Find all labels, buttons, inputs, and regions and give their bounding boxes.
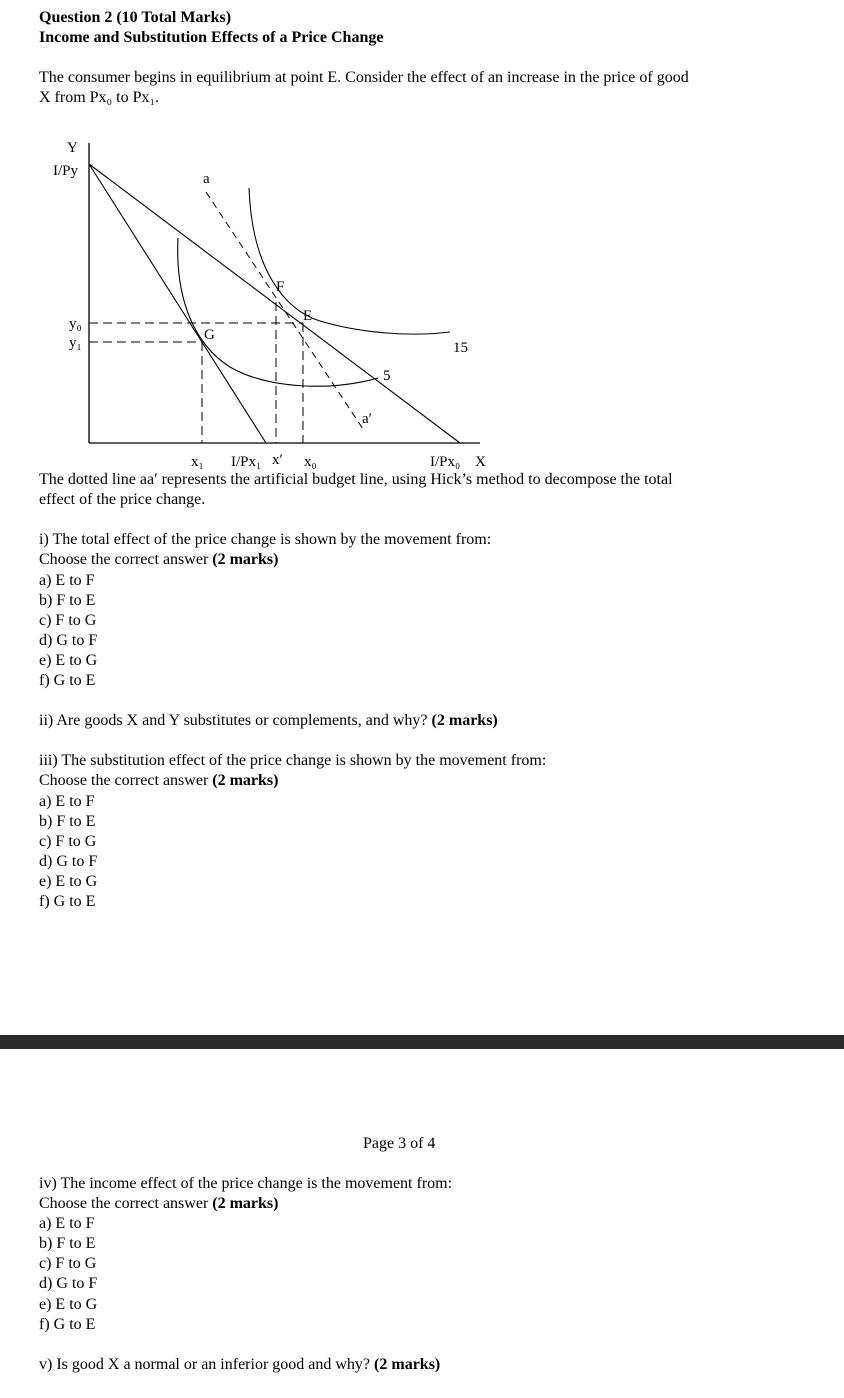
point-e-label: E xyxy=(303,308,313,324)
intro-text-line1: The consumer begins in equilibrium at point E. Consider the effect of an increase in the price of good xyxy=(39,69,689,86)
q3-option: d) G to F xyxy=(39,853,98,870)
question-v-marks: (2 marks) xyxy=(374,1356,441,1373)
question-i-instruction: Choose the correct answer (2 marks) xyxy=(39,551,279,568)
ic-high-label: 15 xyxy=(453,340,468,356)
point-g-label: G xyxy=(204,327,215,343)
q1-option: b) F to E xyxy=(39,592,96,609)
q1-option: d) G to F xyxy=(39,632,98,649)
q4-option: e) E to G xyxy=(39,1296,98,1313)
q1-option: e) E to G xyxy=(39,652,98,669)
question-iii-text: iii) The substitution effect of the price change is shown by the movement from: xyxy=(39,752,547,769)
question-iii-instruction: Choose the correct answer (2 marks) xyxy=(39,772,279,789)
note-line2: effect of the price change. xyxy=(39,491,206,508)
a-prime-label: a′ xyxy=(362,411,372,427)
q4-option: c) F to G xyxy=(39,1255,97,1272)
question-i-text: i) The total effect of the price change is shown by the movement from: xyxy=(39,531,492,548)
question-iv-marks: (2 marks) xyxy=(212,1195,279,1212)
x1-label: x₁ xyxy=(191,454,204,470)
x0-label: x₀ xyxy=(304,454,317,470)
x-axis-label: X xyxy=(475,454,486,470)
question-iv-text: iv) The income effect of the price change is the movement from: xyxy=(39,1175,453,1192)
note-line1: The dotted line aa′ represents the artificial budget line, using Hick’s method to decompose the total xyxy=(39,471,673,488)
question-heading: Question 2 (10 Total Marks) xyxy=(39,9,232,26)
indifference-curve-diagram xyxy=(0,130,844,475)
q1-option: a) E to F xyxy=(39,572,95,589)
y0-label: y₀ xyxy=(69,316,82,332)
q4-option: b) F to E xyxy=(39,1235,96,1252)
q3-option: e) E to G xyxy=(39,873,98,890)
y-intercept-label: I/Py xyxy=(53,163,79,179)
question-v: v) Is good X a normal or an inferior good and why? (2 marks) xyxy=(39,1356,441,1373)
question-ii: ii) Are goods X and Y substitutes or complements, and why? (2 marks) xyxy=(39,712,498,729)
q3-option: c) F to G xyxy=(39,833,97,850)
question-iv-instruction: Choose the correct answer (2 marks) xyxy=(39,1195,279,1212)
i-px0-label: I/Px₀ xyxy=(430,454,461,470)
a-label: a xyxy=(203,171,210,187)
q4-option: f) G to E xyxy=(39,1316,96,1333)
q4-option: d) G to F xyxy=(39,1275,98,1292)
q3-option: a) E to F xyxy=(39,793,95,810)
x-prime-label: x′ xyxy=(272,452,283,468)
question-iii-marks: (2 marks) xyxy=(212,772,279,789)
page-divider xyxy=(0,1035,844,1049)
q1-option: c) F to G xyxy=(39,612,97,629)
new-budget-line xyxy=(89,164,266,443)
q1-option: f) G to E xyxy=(39,672,96,689)
indifference-curve-low xyxy=(178,238,378,386)
question-ii-marks: (2 marks) xyxy=(431,712,498,729)
q3-option: f) G to E xyxy=(39,893,96,910)
q4-option: a) E to F xyxy=(39,1215,95,1232)
original-budget-line xyxy=(89,164,460,443)
q3-option: b) F to E xyxy=(39,813,96,830)
question-subheading: Income and Substitution Effects of a Price Change xyxy=(39,29,384,46)
y1-label: y₁ xyxy=(69,335,82,351)
point-f-label: F xyxy=(276,279,285,295)
question-i-marks: (2 marks) xyxy=(212,551,279,568)
intro-text-line2: X from Px₀ to Px₁. xyxy=(39,89,160,106)
i-px1-label: I/Px₁ xyxy=(231,454,262,470)
indifference-curve-high xyxy=(249,188,450,334)
ic-low-label: 5 xyxy=(383,368,391,384)
page-number: Page 3 of 4 xyxy=(363,1135,436,1152)
y-axis-label: Y xyxy=(67,140,78,156)
